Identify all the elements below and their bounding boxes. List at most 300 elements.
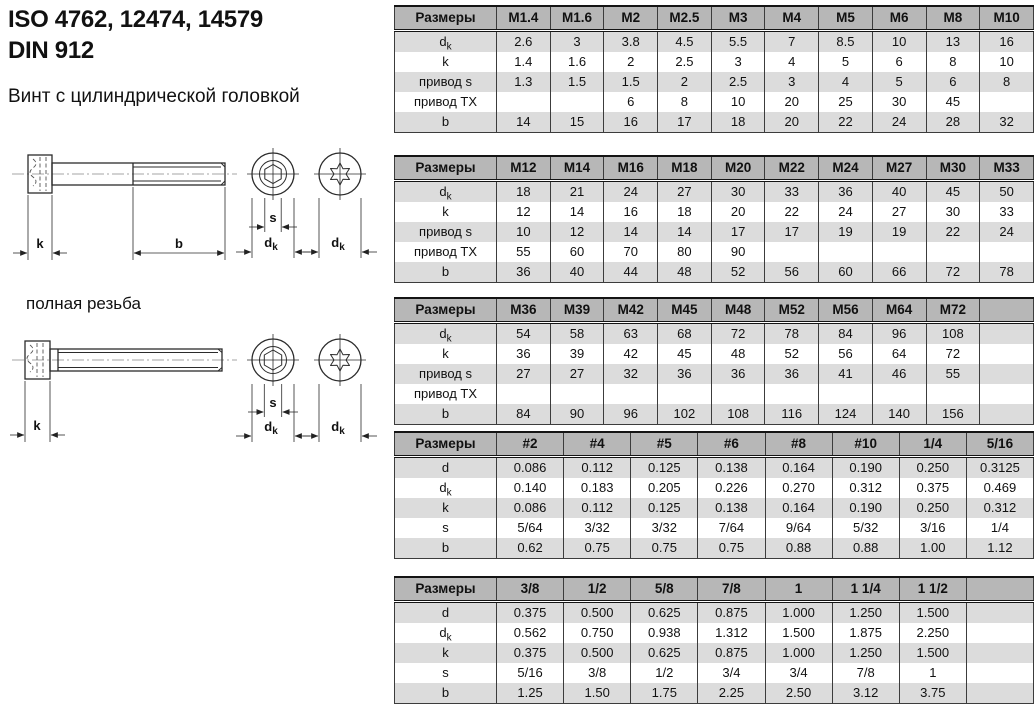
value-cell: 1.000 <box>765 602 832 624</box>
value-cell: 6 <box>872 52 926 72</box>
value-cell: 3 <box>711 52 765 72</box>
value-cell <box>497 384 551 404</box>
row-label: k <box>395 643 497 663</box>
value-cell: 108 <box>711 404 765 425</box>
row-label: привод TX <box>395 242 497 262</box>
value-cell: 20 <box>765 112 819 133</box>
table-row <box>395 538 1034 559</box>
value-cell: 3 <box>550 31 604 53</box>
column-header: 1/4 <box>899 432 966 457</box>
value-cell: 3/8 <box>564 663 631 683</box>
value-cell: 7 <box>765 31 819 53</box>
row-label: b <box>395 538 497 559</box>
value-cell: 54 <box>497 323 551 345</box>
value-cell: 63 <box>604 323 658 345</box>
value-cell: 27 <box>550 364 604 384</box>
value-cell <box>980 323 1034 345</box>
value-cell: 0.205 <box>631 478 698 498</box>
value-cell: 2.5 <box>711 72 765 92</box>
value-cell: 156 <box>926 404 980 425</box>
value-cell: 0.164 <box>765 498 832 518</box>
value-cell <box>966 683 1033 704</box>
column-header: M3 <box>711 6 765 31</box>
value-cell: 0.086 <box>497 457 564 479</box>
value-cell: 84 <box>819 323 873 345</box>
table-corner-label: Размеры <box>395 577 497 602</box>
table-row <box>395 262 1034 283</box>
value-cell: 48 <box>711 344 765 364</box>
value-cell: 13 <box>926 31 980 53</box>
dim-label-k: k <box>36 236 44 251</box>
column-header: M6 <box>872 6 926 31</box>
value-cell: 1.500 <box>899 643 966 663</box>
value-cell <box>765 384 819 404</box>
table-corner-label: Размеры <box>395 156 497 181</box>
value-cell <box>980 364 1034 384</box>
value-cell: 36 <box>497 344 551 364</box>
value-cell: 33 <box>980 202 1034 222</box>
column-header: #6 <box>698 432 765 457</box>
value-cell: 3.8 <box>604 31 658 53</box>
dimensions-table-imperial-large <box>394 576 1034 704</box>
column-header: #4 <box>564 432 631 457</box>
torx-end-view <box>303 334 377 442</box>
dimensions-table-imperial-small <box>394 431 1034 559</box>
value-cell: 36 <box>819 181 873 203</box>
column-header: M48 <box>711 298 765 323</box>
column-header: 1 <box>765 577 832 602</box>
column-header: M2 <box>604 6 658 31</box>
value-cell: 33 <box>765 181 819 203</box>
dim-label-b: b <box>175 236 183 251</box>
table-row <box>395 242 1034 262</box>
value-cell: 36 <box>658 364 712 384</box>
table-row <box>395 112 1034 133</box>
value-cell: 1.5 <box>550 72 604 92</box>
value-cell: 0.125 <box>631 457 698 479</box>
value-cell: 24 <box>980 222 1034 242</box>
value-cell: 1.50 <box>564 683 631 704</box>
value-cell: 1.00 <box>899 538 966 559</box>
value-cell: 58 <box>550 323 604 345</box>
value-cell: 8 <box>658 92 712 112</box>
column-header: M24 <box>819 156 873 181</box>
value-cell: 28 <box>926 112 980 133</box>
value-cell: 52 <box>711 262 765 283</box>
value-cell: 0.375 <box>899 478 966 498</box>
dim-label-dk: $d_k$ <box>331 419 345 437</box>
value-cell: 30 <box>711 181 765 203</box>
table-row <box>395 643 1034 663</box>
value-cell: 14 <box>604 222 658 242</box>
column-header: M36 <box>497 298 551 323</box>
value-cell: 1.250 <box>832 643 899 663</box>
column-header: M1.4 <box>497 6 551 31</box>
column-header: #8 <box>765 432 832 457</box>
table-row <box>395 92 1034 112</box>
value-cell: 3/4 <box>765 663 832 683</box>
value-cell: 1.000 <box>765 643 832 663</box>
value-cell: 36 <box>765 364 819 384</box>
table-corner-label: Размеры <box>395 6 497 31</box>
table-metric-medium <box>394 155 1034 283</box>
value-cell: 5/32 <box>832 518 899 538</box>
value-cell: 0.112 <box>564 498 631 518</box>
value-cell: 1 <box>899 663 966 683</box>
value-cell <box>926 242 980 262</box>
hex-socket-end-view <box>236 148 310 258</box>
column-header: M64 <box>872 298 926 323</box>
table-row <box>395 683 1034 704</box>
value-cell: 40 <box>550 262 604 283</box>
row-label: s <box>395 518 497 538</box>
value-cell: 1.25 <box>497 683 564 704</box>
value-cell <box>966 663 1033 683</box>
value-cell: 18 <box>658 202 712 222</box>
table-metric-large <box>394 297 1034 425</box>
value-cell: 4 <box>819 72 873 92</box>
value-cell: 22 <box>819 112 873 133</box>
value-cell: 1.12 <box>966 538 1033 559</box>
value-cell: 2 <box>658 72 712 92</box>
value-cell: 64 <box>872 344 926 364</box>
column-header: 5/8 <box>631 577 698 602</box>
column-header: M33 <box>980 156 1034 181</box>
value-cell: 0.75 <box>631 538 698 559</box>
row-label: k <box>395 202 497 222</box>
table-imperial-small <box>394 431 1034 559</box>
column-header: M5 <box>819 6 873 31</box>
value-cell: 39 <box>550 344 604 364</box>
value-cell: 108 <box>926 323 980 345</box>
value-cell: 48 <box>658 262 712 283</box>
value-cell: 0.75 <box>698 538 765 559</box>
column-header: #10 <box>832 432 899 457</box>
value-cell: 0.75 <box>564 538 631 559</box>
dimensions-table-metric-small <box>394 5 1034 133</box>
column-header <box>966 577 1033 602</box>
value-cell: 42 <box>604 344 658 364</box>
value-cell: 0.3125 <box>966 457 1033 479</box>
value-cell: 8 <box>926 52 980 72</box>
value-cell: 56 <box>765 262 819 283</box>
value-cell: 8 <box>980 72 1034 92</box>
page-title <box>8 4 263 66</box>
dim-label-dk: $d_k$ <box>264 419 278 437</box>
value-cell: 0.164 <box>765 457 832 479</box>
column-header: M52 <box>765 298 819 323</box>
value-cell: 0.375 <box>497 602 564 624</box>
value-cell: 45 <box>926 181 980 203</box>
value-cell: 96 <box>872 323 926 345</box>
value-cell <box>980 404 1034 425</box>
value-cell: 55 <box>497 242 551 262</box>
value-cell: 1/2 <box>631 663 698 683</box>
value-cell: 0.938 <box>631 623 698 643</box>
column-header: M56 <box>819 298 873 323</box>
value-cell: 0.190 <box>832 457 899 479</box>
column-header: 5/16 <box>966 432 1033 457</box>
value-cell: 6 <box>604 92 658 112</box>
torx-end-view <box>303 148 377 258</box>
value-cell: 12 <box>497 202 551 222</box>
column-header: 1 1/2 <box>899 577 966 602</box>
value-cell: 1.875 <box>832 623 899 643</box>
value-cell: 1.4 <box>497 52 551 72</box>
value-cell <box>819 242 873 262</box>
standard-din-line: DIN 912 <box>8 37 94 65</box>
table-row <box>395 72 1034 92</box>
value-cell: 19 <box>819 222 873 242</box>
value-cell: 0.138 <box>698 457 765 479</box>
row-label: $d_k$ <box>395 181 497 203</box>
value-cell: 21 <box>550 181 604 203</box>
value-cell: 12 <box>550 222 604 242</box>
value-cell <box>980 242 1034 262</box>
value-cell: 24 <box>819 202 873 222</box>
value-cell: 90 <box>711 242 765 262</box>
value-cell: 18 <box>711 112 765 133</box>
row-label: $d_k$ <box>395 623 497 643</box>
value-cell: 32 <box>604 364 658 384</box>
value-cell: 56 <box>819 344 873 364</box>
value-cell: 45 <box>926 92 980 112</box>
value-cell: 20 <box>711 202 765 222</box>
column-header: M39 <box>550 298 604 323</box>
value-cell: 16 <box>604 202 658 222</box>
value-cell: 27 <box>872 202 926 222</box>
value-cell: 9/64 <box>765 518 832 538</box>
column-header: M72 <box>926 298 980 323</box>
table-row <box>395 663 1034 683</box>
value-cell: 66 <box>872 262 926 283</box>
value-cell: 7/8 <box>832 663 899 683</box>
column-header: M14 <box>550 156 604 181</box>
value-cell: 1.250 <box>832 602 899 624</box>
row-label: k <box>395 52 497 72</box>
row-label: b <box>395 262 497 283</box>
value-cell: 14 <box>497 112 551 133</box>
value-cell: 5/64 <box>497 518 564 538</box>
value-cell: 27 <box>497 364 551 384</box>
value-cell: 50 <box>980 181 1034 203</box>
value-cell: 7/64 <box>698 518 765 538</box>
value-cell: 116 <box>765 404 819 425</box>
column-header: M45 <box>658 298 712 323</box>
value-cell: 1.312 <box>698 623 765 643</box>
value-cell: 5.5 <box>711 31 765 53</box>
value-cell: 0.750 <box>564 623 631 643</box>
screw-side-view-full <box>10 341 237 442</box>
value-cell <box>872 242 926 262</box>
row-label: b <box>395 683 497 704</box>
column-header: M18 <box>658 156 712 181</box>
value-cell: 3/4 <box>698 663 765 683</box>
dim-label-s: s <box>269 210 277 225</box>
value-cell: 72 <box>926 262 980 283</box>
screw-drawing-full-thread <box>0 320 385 445</box>
table-row <box>395 222 1034 242</box>
value-cell: 0.88 <box>832 538 899 559</box>
table-corner-label: Размеры <box>395 298 497 323</box>
row-label: привод TX <box>395 384 497 404</box>
value-cell: 0.312 <box>832 478 899 498</box>
value-cell: 5/16 <box>497 663 564 683</box>
value-cell <box>980 92 1034 112</box>
table-metric-small <box>394 5 1034 133</box>
row-label: k <box>395 344 497 364</box>
value-cell: 0.112 <box>564 457 631 479</box>
value-cell <box>966 643 1033 663</box>
value-cell <box>980 344 1034 364</box>
value-cell: 36 <box>711 364 765 384</box>
value-cell: 20 <box>765 92 819 112</box>
value-cell: 0.183 <box>564 478 631 498</box>
value-cell: 80 <box>658 242 712 262</box>
value-cell: 18 <box>497 181 551 203</box>
value-cell: 10 <box>872 31 926 53</box>
column-header: M30 <box>926 156 980 181</box>
value-cell: 14 <box>658 222 712 242</box>
value-cell: 25 <box>819 92 873 112</box>
value-cell: 72 <box>711 323 765 345</box>
value-cell: 3/32 <box>631 518 698 538</box>
value-cell: 60 <box>819 262 873 283</box>
column-header: M27 <box>872 156 926 181</box>
value-cell: 17 <box>658 112 712 133</box>
value-cell: 30 <box>872 92 926 112</box>
value-cell: 2.5 <box>658 52 712 72</box>
value-cell: 36 <box>497 262 551 283</box>
value-cell: 44 <box>604 262 658 283</box>
value-cell: 0.250 <box>899 457 966 479</box>
value-cell: 5 <box>819 52 873 72</box>
value-cell: 0.500 <box>564 602 631 624</box>
value-cell: 1.3 <box>497 72 551 92</box>
value-cell: 102 <box>658 404 712 425</box>
value-cell: 0.250 <box>899 498 966 518</box>
value-cell: 0.500 <box>564 643 631 663</box>
value-cell: 0.625 <box>631 602 698 624</box>
value-cell: 0.226 <box>698 478 765 498</box>
table-row <box>395 323 1034 345</box>
value-cell: 0.875 <box>698 643 765 663</box>
table-row <box>395 457 1034 479</box>
column-header: 1 1/4 <box>832 577 899 602</box>
dim-label-dk: $d_k$ <box>264 235 278 253</box>
value-cell: 0.562 <box>497 623 564 643</box>
column-header: 7/8 <box>698 577 765 602</box>
value-cell: 0.140 <box>497 478 564 498</box>
value-cell: 0.125 <box>631 498 698 518</box>
value-cell: 60 <box>550 242 604 262</box>
value-cell: 4 <box>765 52 819 72</box>
value-cell <box>966 623 1033 643</box>
value-cell: 52 <box>765 344 819 364</box>
row-label: привод TX <box>395 92 497 112</box>
row-label: $d_k$ <box>395 323 497 345</box>
row-label: d <box>395 457 497 479</box>
table-row <box>395 478 1034 498</box>
value-cell <box>604 384 658 404</box>
product-subtitle: Винт с цилиндрической головкой <box>8 86 300 107</box>
column-header: #2 <box>497 432 564 457</box>
value-cell: 3/16 <box>899 518 966 538</box>
hex-socket-end-view <box>236 334 310 442</box>
value-cell: 6 <box>926 72 980 92</box>
value-cell: 16 <box>980 31 1034 53</box>
value-cell: 0.625 <box>631 643 698 663</box>
row-label: $d_k$ <box>395 478 497 498</box>
table-row <box>395 623 1034 643</box>
value-cell: 78 <box>980 262 1034 283</box>
value-cell: 4.5 <box>658 31 712 53</box>
row-label: d <box>395 602 497 624</box>
value-cell: 46 <box>872 364 926 384</box>
value-cell: 0.62 <box>497 538 564 559</box>
value-cell: 16 <box>604 112 658 133</box>
screw-side-view <box>12 155 237 260</box>
value-cell: 3/32 <box>564 518 631 538</box>
value-cell: 2.250 <box>899 623 966 643</box>
value-cell: 41 <box>819 364 873 384</box>
value-cell: 3 <box>765 72 819 92</box>
value-cell: 0.086 <box>497 498 564 518</box>
value-cell: 2.6 <box>497 31 551 53</box>
value-cell: 10 <box>711 92 765 112</box>
value-cell: 90 <box>550 404 604 425</box>
column-header: M10 <box>980 6 1034 31</box>
column-header: M16 <box>604 156 658 181</box>
column-header: M42 <box>604 298 658 323</box>
row-label: привод s <box>395 222 497 242</box>
value-cell: 1.500 <box>899 602 966 624</box>
value-cell: 72 <box>926 344 980 364</box>
table-row <box>395 518 1034 538</box>
value-cell: 32 <box>980 112 1034 133</box>
table-imperial-large <box>394 576 1034 704</box>
table-row <box>395 364 1034 384</box>
row-label: b <box>395 404 497 425</box>
table-row <box>395 52 1034 72</box>
value-cell: 10 <box>497 222 551 242</box>
value-cell: 0.270 <box>765 478 832 498</box>
dim-label-s: s <box>269 395 277 410</box>
value-cell: 78 <box>765 323 819 345</box>
value-cell: 14 <box>550 202 604 222</box>
value-cell: 0.375 <box>497 643 564 663</box>
value-cell <box>550 92 604 112</box>
screw-drawing-partial-thread <box>0 140 385 270</box>
row-label: k <box>395 498 497 518</box>
value-cell <box>872 384 926 404</box>
value-cell: 1.500 <box>765 623 832 643</box>
column-header: M8 <box>926 6 980 31</box>
value-cell: 30 <box>926 202 980 222</box>
dimensions-table-metric-large <box>394 297 1034 425</box>
value-cell: 22 <box>926 222 980 242</box>
value-cell <box>711 384 765 404</box>
value-cell: 3.75 <box>899 683 966 704</box>
column-header <box>980 298 1034 323</box>
value-cell: 2 <box>604 52 658 72</box>
value-cell: 17 <box>711 222 765 242</box>
dimensions-table-metric-medium <box>394 155 1034 283</box>
dim-label-k: k <box>33 418 41 433</box>
value-cell: 24 <box>872 112 926 133</box>
value-cell: 40 <box>872 181 926 203</box>
column-header: M22 <box>765 156 819 181</box>
